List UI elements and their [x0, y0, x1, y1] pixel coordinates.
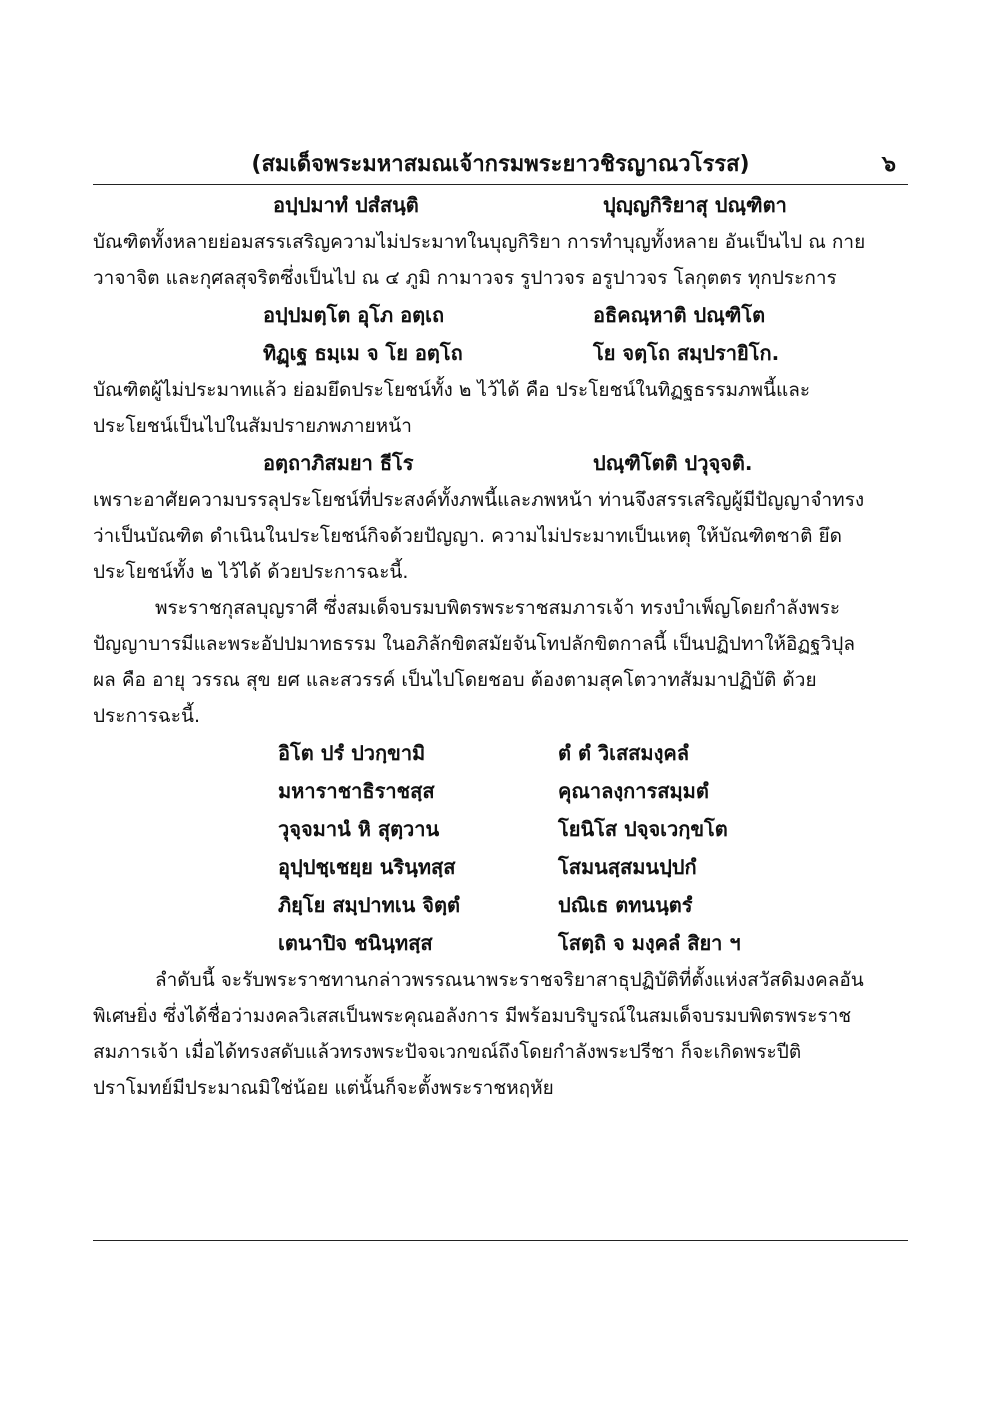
verse-line [93, 296, 908, 334]
verse-right: โยนิโส ปจฺจเวกฺขโต [558, 817, 728, 841]
text-line: ประโยชน์เป็นไปในสัมปรายภพภายหน้า [93, 415, 412, 437]
verse-left: มหาราชาธิราชสฺส [278, 779, 435, 803]
verse-left: อปฺปมตฺโต อุโภ อตฺเถ [263, 303, 445, 327]
verse-line [93, 186, 908, 224]
document-body [93, 186, 908, 1106]
verse-left: ภิยฺโย สมฺปาทเน จิตฺตํ [278, 893, 460, 917]
text-line: บัณฑิตทั้งหลายย่อมสรรเสริญความไม่ประมาทในบุญกิริยา การทำบุญทั้งหลาย อันเป็นไป ณ กาย [93, 231, 866, 253]
verse-right: คุณาลงฺการสมฺมตํ [558, 779, 709, 803]
text-line: พิเศษยิ่ง ซึ่งได้ชื่อว่ามงคลวิเสสเป็นพระคุณอลังการ มีพร้อมบริบูรณ์ในสมเด็จบรมบพิตรพระราช [93, 1005, 852, 1027]
verse-line [93, 810, 908, 848]
paragraph [93, 482, 908, 590]
verse-left: อุปฺปชฺเชยฺย นรินฺทสฺส [278, 855, 456, 879]
verse-line [93, 924, 908, 962]
verse-line [93, 734, 908, 772]
verse-line [93, 886, 908, 924]
verse-right: ตํ ตํ วิเสสมงฺคลํ [558, 741, 689, 765]
verse-right: โสมนสฺสมนปฺปกํ [558, 855, 697, 879]
verse-left: ทิฏฺเฐ ธมฺเม จ โย อตฺโถ [263, 341, 463, 365]
text-line: ลำดับนี้ จะรับพระราชทานกล่าวพรรณนาพระราชจริยาสาธุปฏิบัติที่ตั้งแห่งสวัสดิมงคลอัน [155, 969, 864, 991]
verse-left: อิโต ปรํ ปวกฺขามิ [278, 741, 426, 765]
text-line: ปัญญาบารมีและพระอัปปมาทธรรม ในอภิลักขิตสมัยจันโทปลักขิตกาลนี้ เป็นปฏิปทาให้อิฏฐวิปุล [93, 633, 856, 655]
footer-divider [93, 1240, 908, 1241]
verse-left: อตฺถาภิสมยา ธีโร [263, 451, 414, 475]
verse-right: อธิคณฺหาติ ปณฺฑิโต [593, 303, 766, 327]
paragraph [93, 372, 908, 444]
verse-right: ปณิเธ ตทนนฺตรํ [558, 893, 693, 917]
verse-line [93, 848, 908, 886]
text-line: วาจาจิต และกุศลสุจริตซึ่งเป็นไป ณ ๔ ภูมิ กามาวจร รูปาวจร อรูปาวจร โลกุตตร ทุกประการ [93, 267, 837, 289]
header-title: (สมเด็จพระมหาสมณเจ้ากรมพระยาวชิรญาณวโรรส) [251, 152, 750, 177]
text-line: ปราโมทย์มีประมาณมิใช่น้อย แต่นั้นก็จะตั้งพระราชหฤหัย [93, 1077, 554, 1099]
text-line: ผล คือ อายุ วรรณ สุข ยศ และสวรรค์ เป็นไปโดยชอบ ต้องตามสุคโตวาทสัมมาปฏิบัติ ด้วย [93, 669, 817, 691]
page-header [93, 140, 908, 185]
verse-line [93, 444, 908, 482]
verse-right: ปณฺฑิโตติ ปวุจฺจติ. [593, 451, 753, 475]
paragraph [93, 590, 908, 734]
page-number: ๖ [882, 152, 896, 177]
text-line: ว่าเป็นบัณฑิต ดำเนินในประโยชน์กิจด้วยปัญญา. ความไม่ประมาทเป็นเหตุ ให้บัณฑิตชาติ ยึด [93, 525, 842, 547]
verse-right: โสตฺถิ จ มงฺคลํ สิยา ฯ [558, 931, 741, 955]
verse-line [93, 334, 908, 372]
verse-left: อปฺปมาทํ ปสํสนฺติ [273, 193, 419, 217]
paragraph [93, 224, 908, 296]
verse-line [93, 772, 908, 810]
text-line: เพราะอาศัยความบรรลุประโยชน์ที่ประสงค์ทั้งภพนี้และภพหน้า ท่านจึงสรรเสริญผู้มีปัญญาจำทรง [93, 489, 865, 511]
verse-right: ปุญฺญกิริยาสุ ปณฺฑิตา [603, 193, 787, 217]
text-line: ประโยชน์ทั้ง ๒ ไว้ได้ ด้วยประการฉะนี้. [93, 561, 409, 583]
text-line: พระราชกุสลบุญราศี ซึ่งสมเด็จบรมบพิตรพระราชสมภารเจ้า ทรงบำเพ็ญโดยกำลังพระ [155, 597, 841, 619]
paragraph [93, 962, 908, 1106]
verse-right: โย จตฺโถ สมฺปรายิโก. [593, 341, 780, 365]
verse-left: วุจฺจมานํ หิ สุตฺวาน [278, 817, 440, 841]
text-line: บัณฑิตผู้ไม่ประมาทแล้ว ย่อมยึดประโยชน์ทั้ง ๒ ไว้ได้ คือ ประโยชน์ในทิฏฐธรรมภพนี้และ [93, 379, 811, 401]
verse-left: เตนาปิจ ชนินฺทสฺส [278, 931, 433, 955]
text-line: สมภารเจ้า เมื่อได้ทรงสดับแล้วทรงพระปัจจเวกขณ์ถึงโดยกำลังพระปรีชา ก็จะเกิดพระปีติ [93, 1041, 802, 1063]
text-line: ประการฉะนี้. [93, 705, 201, 727]
